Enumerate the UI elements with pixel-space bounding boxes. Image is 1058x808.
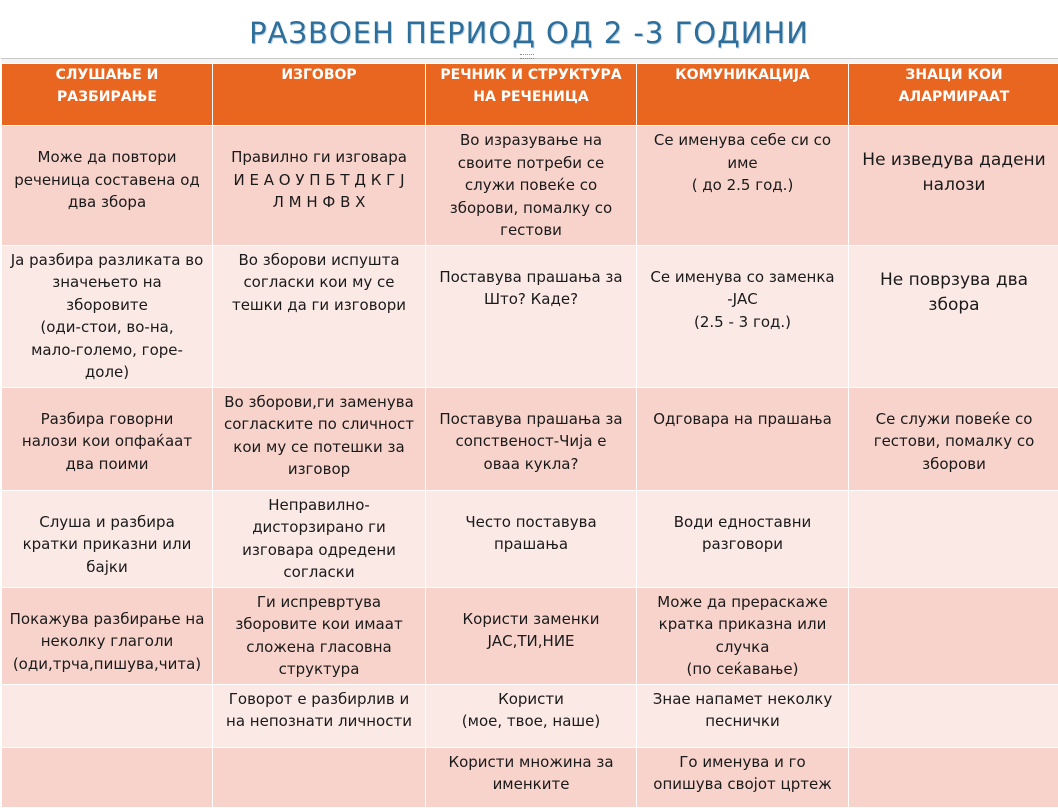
table-move-handle[interactable] [520,54,534,59]
table-cell: Покажува разбирање на неколку глаголи (оди,трча,пишува,чита) [2,587,213,684]
table-row [2,747,1058,807]
table-cell [849,587,1058,684]
table-cell: Може да повтори реченица составена од два збора [2,126,213,246]
table-cell: Не изведува дадени налози [849,126,1058,246]
table-cell: Поставува прашања за Што? Каде? [426,245,637,387]
table-cell: Поставува прашања за сопственост-Чија е оваа кукла? [426,387,637,490]
table-cell: Во зборови испушта согласки кои му се тешки да ги изговори [213,245,426,387]
table-cell: Знае напамет неколку песнички [637,684,849,747]
table-cell: Во зборови,ги заменува согласките по сличност кои му се потешки за изговор [213,387,426,490]
table-row [2,684,1058,747]
table-cell: Користи заменки ЈАС,ТИ,НИЕ [426,587,637,684]
table-cell: Правилно ги изговара И Е А О У П Б Т Д К Г Ј Л М Н Ф В Х [213,126,426,246]
table-cell: Разбира говорни налози кои опфаќаат два поими [2,387,213,490]
table-cell [849,684,1058,747]
page-title: РАЗВОЕН ПЕРИОД ОД 2 -3 ГОДИНИ [0,16,1058,50]
table-cell: Се именува со заменка -ЈАС (2.5 - 3 год.) [637,245,849,387]
table-cell [849,490,1058,587]
table-row [2,387,1058,490]
table-cell: Користи (мое, твое, наше) [426,684,637,747]
table-cell [213,747,426,807]
table-cell: Води едноставни разговори [637,490,849,587]
table-cell: Може да прераскаже кратка приказна или случка (по сеќавање) [637,587,849,684]
table-cell: Користи множина за именките [426,747,637,807]
table-cell: Често поставува прашања [426,490,637,587]
header-alarm-signs: ЗНАЦИ КОИ АЛАРМИРААТ [849,64,1058,126]
table-cell [849,747,1058,807]
header-vocabulary: РЕЧНИК И СТРУКТУРА НА РЕЧЕНИЦА [426,64,637,126]
table-cell: Во изразување на своите потреби се служи повеќе со зборови, помалку со гестови [426,126,637,246]
header-pronunciation: ИЗГОВОР [213,64,426,126]
table-cell [2,684,213,747]
table-row [2,490,1058,587]
table-cell: Се именува себе си со име ( до 2.5 год.) [637,126,849,246]
table-cell: Го именува и го опишува својот цртеж [637,747,849,807]
table-cell: Ги испревртува зборовите кои имаат сложена гласовна структура [213,587,426,684]
header-communication: КОМУНИКАЦИЈА [637,64,849,126]
table-cell: Ја разбира разликата во значењето на зборовите (оди-стои, во-на, мало-големо, горе- доле) [2,245,213,387]
development-table [1,63,1058,808]
table-row [2,126,1058,246]
table-cell: Слуша и разбира кратки приказни или бајки [2,490,213,587]
header-listening: СЛУШАЊЕ И РАЗБИРАЊЕ [2,64,213,126]
table-row [2,245,1058,387]
table-cell: Говорот е разбирлив и на непознати личности [213,684,426,747]
table-cell: Одговара на прашања [637,387,849,490]
table-cell [2,747,213,807]
table-row [2,587,1058,684]
table-cell: Неправилно- дисторзирано ги изговара одредени согласки [213,490,426,587]
table-cell: Не поврзува два збора [849,245,1058,387]
table-cell: Се служи повеќе со гестови, помалку со зборови [849,387,1058,490]
